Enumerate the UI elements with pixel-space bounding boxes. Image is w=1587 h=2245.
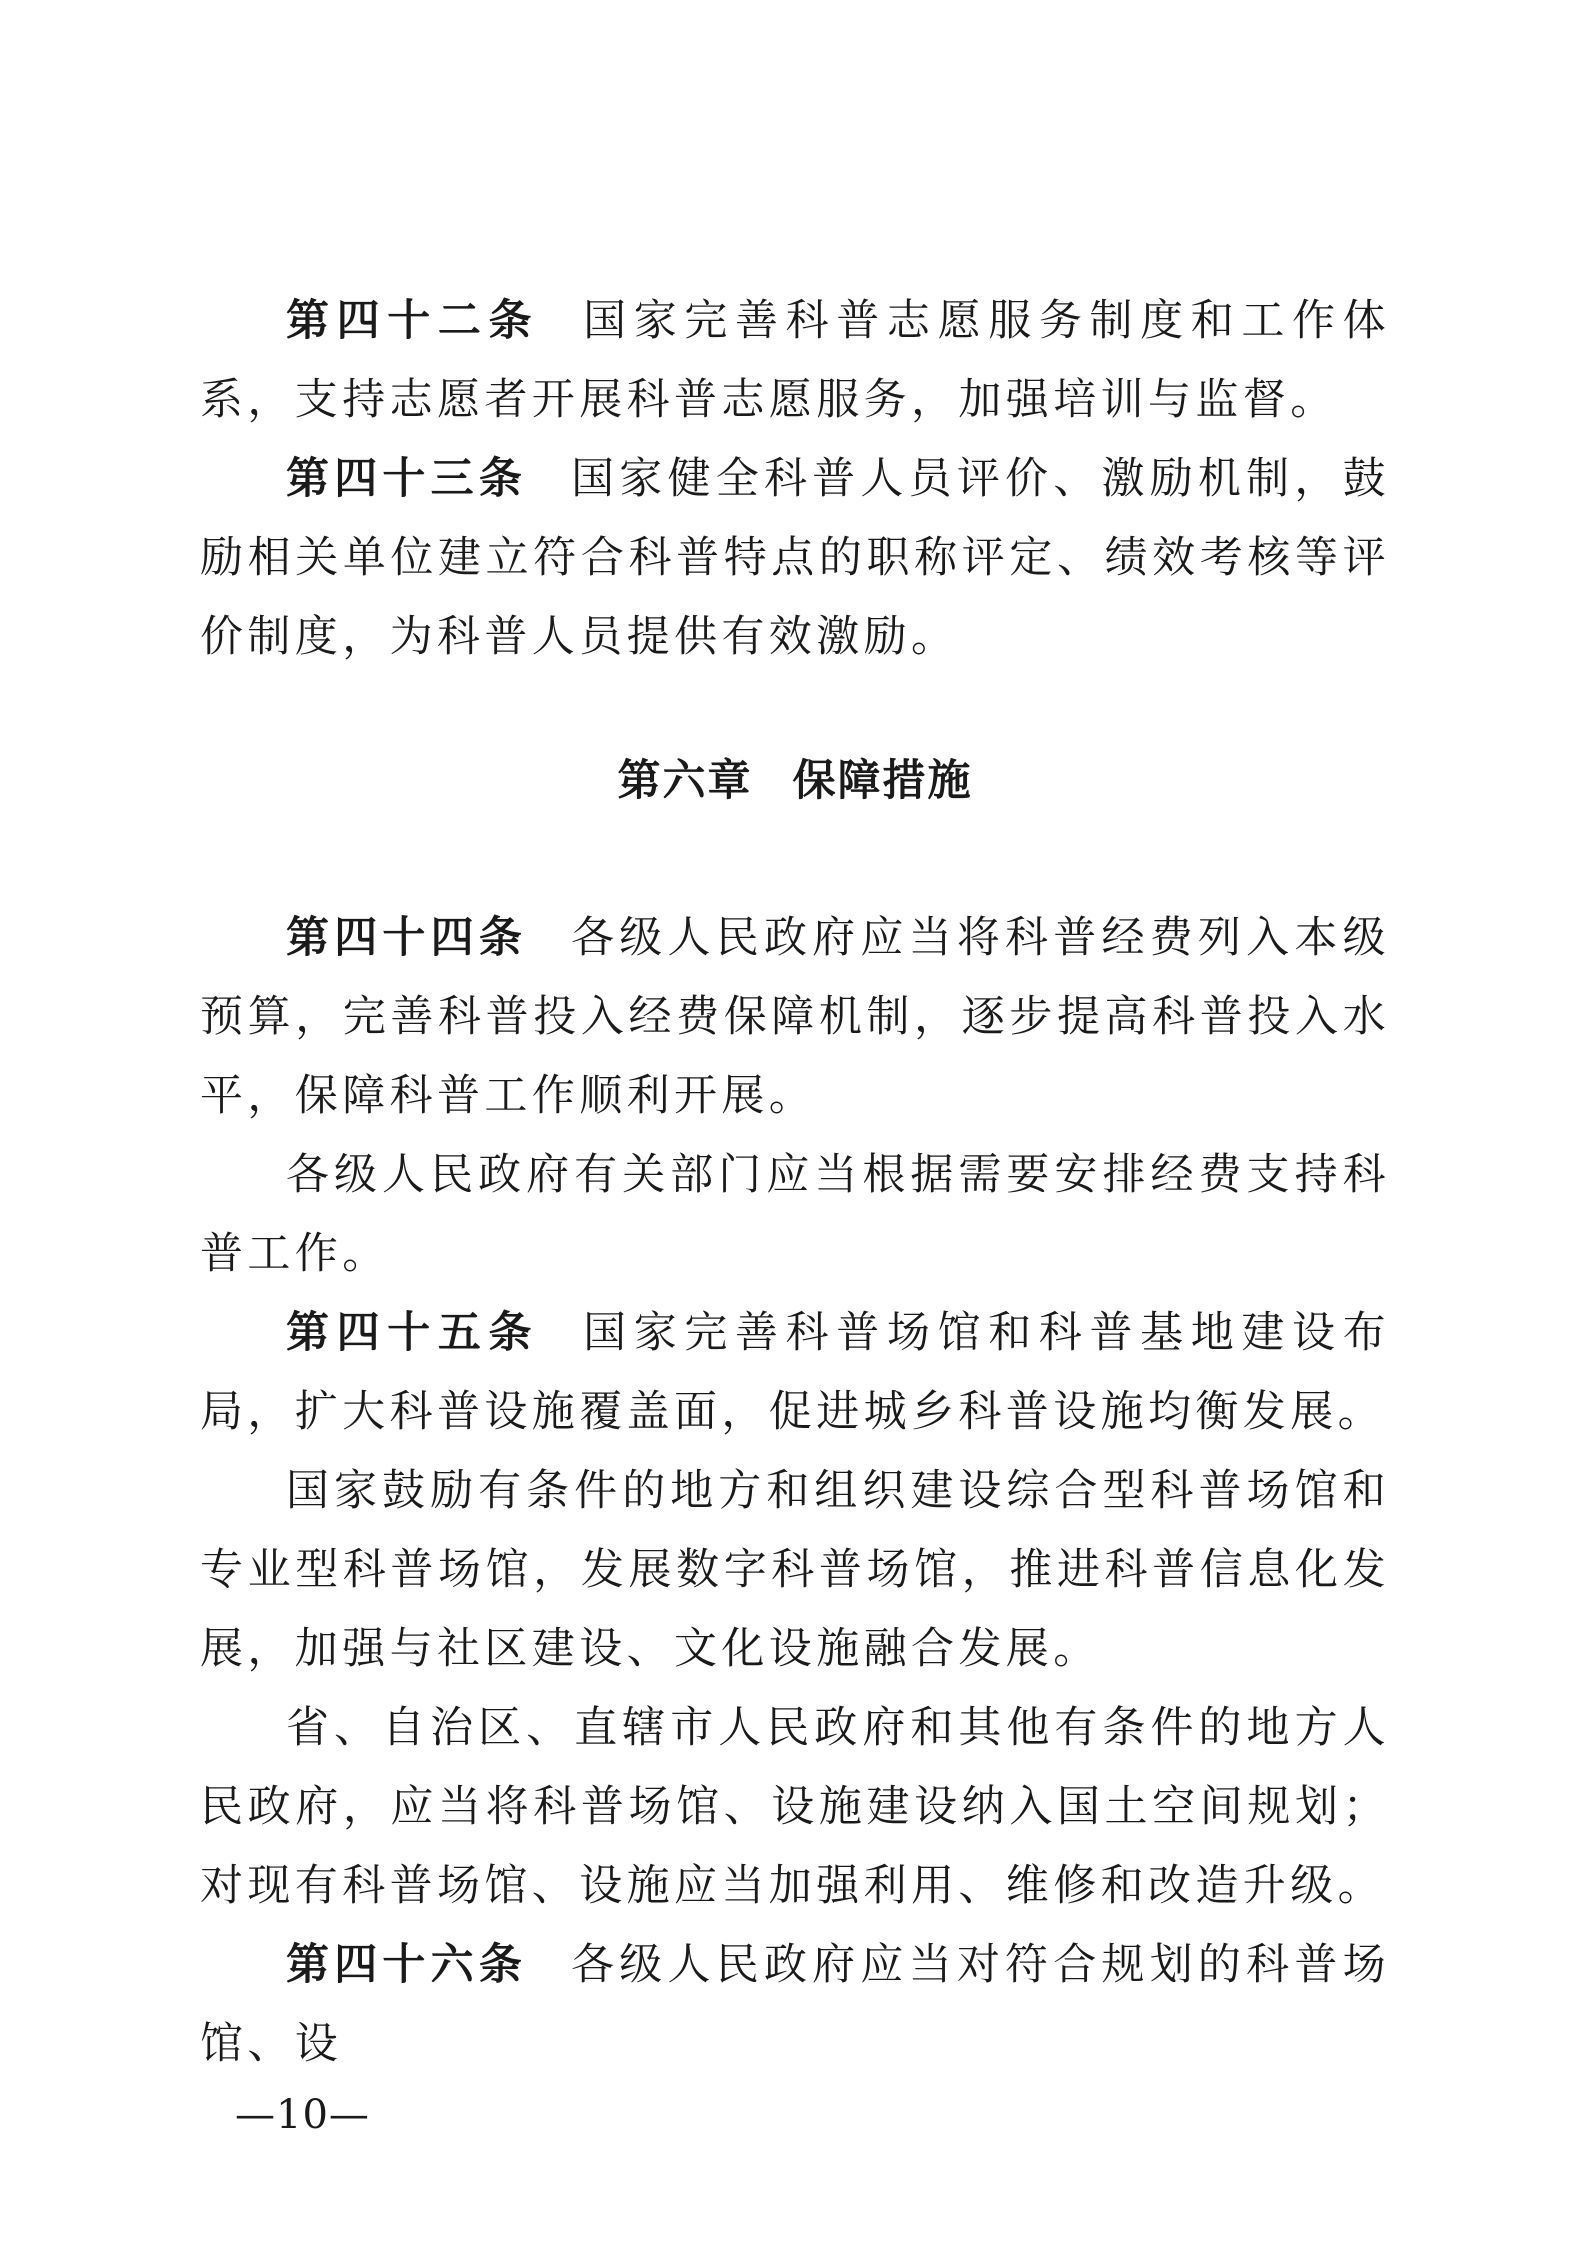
article-45 <box>200 1294 1390 1452</box>
page-number: —10— <box>235 2092 370 2138</box>
article-text: 国家完善科普场馆和科普基地建设布局，扩大科普设施覆盖面，促进城乡科普设施均衡发展。 <box>200 1308 1391 1437</box>
article-number: 第四十五条 <box>286 1308 540 1358</box>
article-45-paragraph-3 <box>200 1689 1390 1926</box>
article-text: 国家健全科普人员评价、激励机制，鼓励相关单位建立符合科普特点的职称评定、绩效考核等评价制度，为科普人员提供有效激励。 <box>200 454 1390 662</box>
article-text: 各级人民政府应当对符合规划的科普场馆、设 <box>200 1940 1390 2069</box>
article-number: 第四十二条 <box>286 296 540 346</box>
article-42 <box>200 282 1390 440</box>
paragraph-text: 各级人民政府有关部门应当根据需要安排经费支持科普工作。 <box>200 1150 1390 1279</box>
article-46 <box>200 1926 1390 2084</box>
article-number: 第四十三条 <box>286 454 528 504</box>
chapter-title: 保障措施 <box>792 756 973 806</box>
article-43 <box>200 440 1390 677</box>
article-text: 各级人民政府应当将科普经费列入本级预算，完善科普投入经费保障机制，逐步提高科普投入水平，保障科普工作顺利开展。 <box>200 913 1390 1121</box>
article-number: 第四十四条 <box>286 913 528 963</box>
article-44 <box>200 899 1390 1136</box>
paragraph-text: 国家鼓励有条件的地方和组织建设综合型科普场馆和专业型科普场馆，发展数字科普场馆，推进科普信息化发展，加强与社区建设、文化设施融合发展。 <box>200 1466 1390 1674</box>
article-number: 第四十六条 <box>286 1940 528 1990</box>
article-44-paragraph-2 <box>200 1136 1390 1294</box>
article-text: 国家完善科普志愿服务制度和工作体系，支持志愿者开展科普志愿服务，加强培训与监督。 <box>200 296 1391 425</box>
paragraph-text: 省、自治区、直辖市人民政府和其他有条件的地方人民政府，应当将科普场馆、设施建设纳入国土空间规划；对现有科普场馆、设施应当加强利用、维修和改造升级。 <box>200 1703 1390 1911</box>
chapter-number: 第六章 <box>617 756 753 806</box>
chapter-heading <box>200 742 1390 821</box>
article-45-paragraph-2 <box>200 1452 1390 1689</box>
page-body <box>200 282 1390 2084</box>
